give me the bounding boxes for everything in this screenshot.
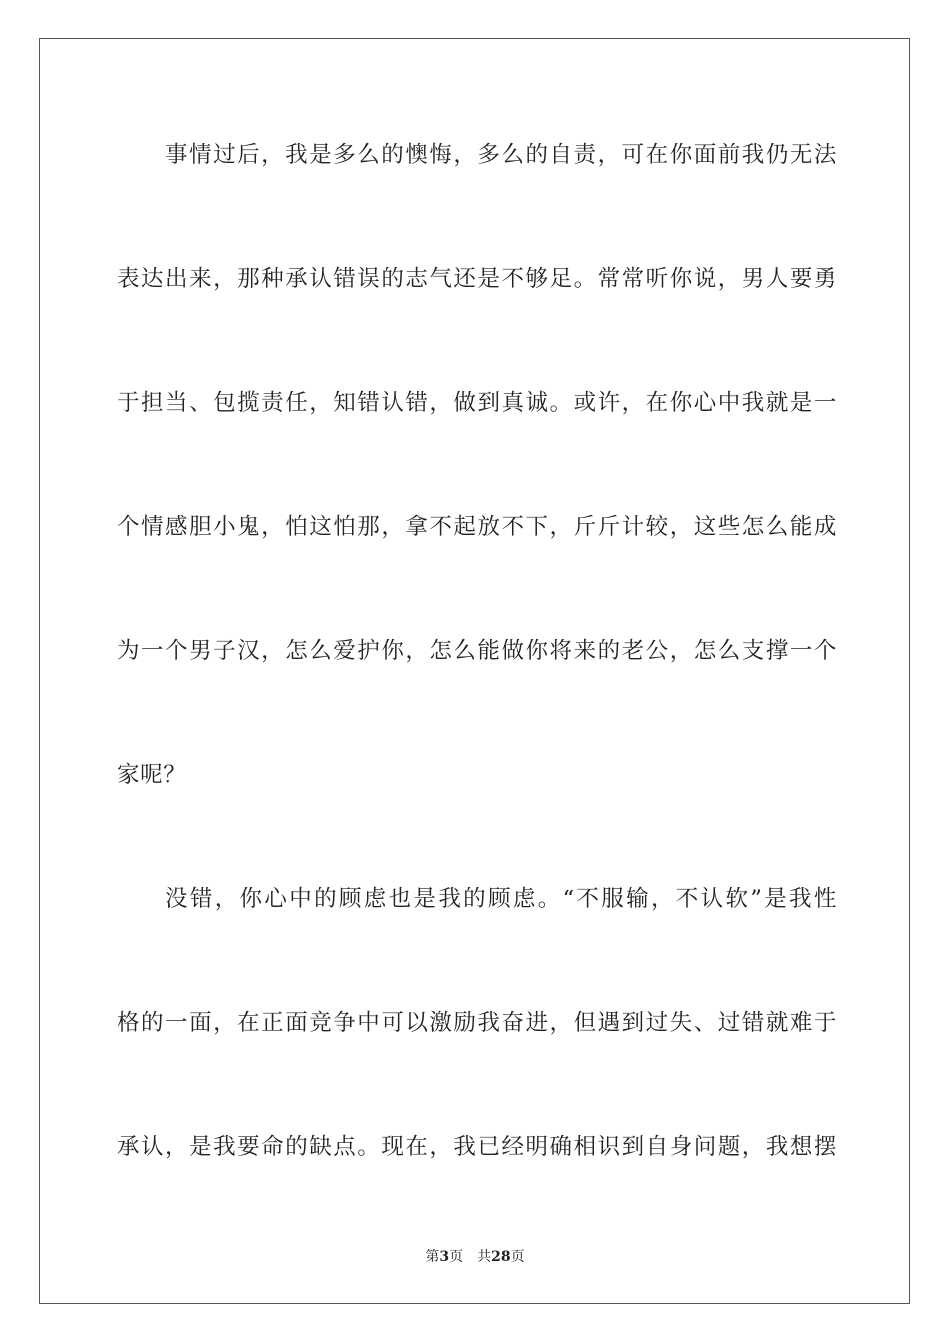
paragraph-line: 为一个男子汉，怎么爱护你，怎么能做你将来的老公，怎么支撑一个 bbox=[117, 638, 837, 664]
footer-total-suffix: 页 bbox=[510, 1249, 525, 1265]
footer-prefix: 第 bbox=[425, 1249, 440, 1265]
paragraph-line: 家呢？ bbox=[117, 762, 187, 788]
document-body bbox=[117, 124, 837, 1240]
page-footer bbox=[0, 1246, 950, 1266]
total-page-count: 28 bbox=[491, 1249, 511, 1265]
paragraph-line: 承认，是我要命的缺点。现在，我已经明确相识到自身问题，我想摆 bbox=[117, 1134, 837, 1160]
paragraph-line: 格的一面，在正面竞争中可以激励我奋进，但遇到过失、过错就难于 bbox=[117, 1010, 837, 1036]
paragraph-line: 个情感胆小鬼，怕这怕那，拿不起放不下，斤斤计较，这些怎么能成 bbox=[117, 514, 837, 540]
paragraph-line: 表达出来，那种承认错误的志气还是不够足。常常听你说，男人要勇 bbox=[117, 266, 837, 292]
footer-page-suffix: 页 bbox=[449, 1249, 464, 1265]
paragraph-line: 没错，你心中的顾虑也是我的顾虑。“不服输，不认软”是我性 bbox=[165, 886, 837, 912]
paragraph-line: 事情过后，我是多么的懊悔，多么的自责，可在你面前我仍无法 bbox=[165, 142, 837, 168]
footer-total-prefix: 共 bbox=[477, 1249, 492, 1265]
current-page-number: 3 bbox=[439, 1249, 450, 1265]
paragraph-line: 于担当、包揽责任，知错认错，做到真诚。或许，在你心中我就是一 bbox=[117, 390, 837, 416]
